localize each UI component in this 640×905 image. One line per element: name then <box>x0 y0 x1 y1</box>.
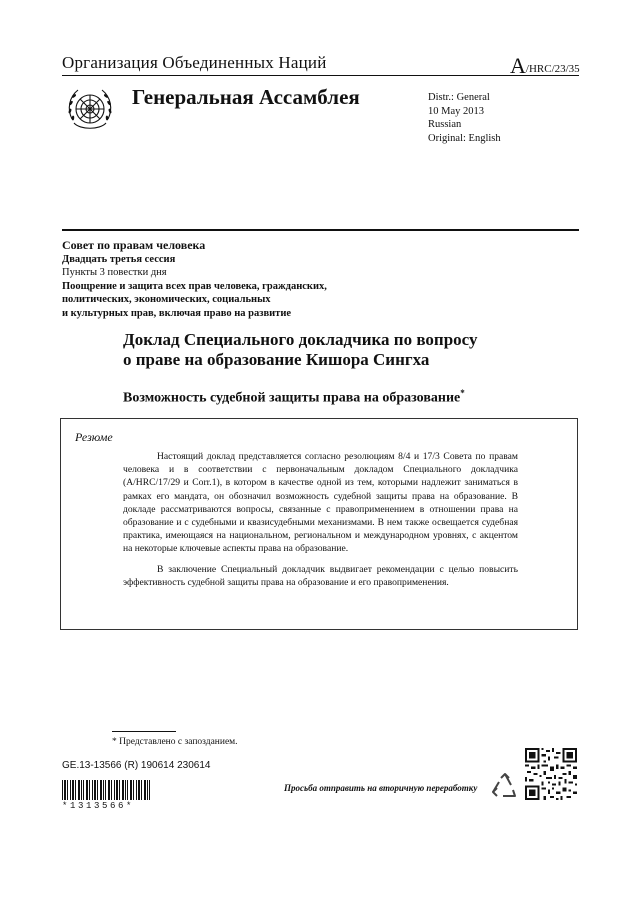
language-line: Russian <box>428 119 462 130</box>
agenda-item: Пункты 3 повестки дня <box>62 267 167 279</box>
session-info <box>62 239 327 321</box>
header-rule <box>62 75 579 76</box>
recycle-icon <box>491 772 519 800</box>
report-subtitle-text: Возможность судебной защиты права на образование <box>123 390 461 406</box>
distribution-block <box>428 91 501 145</box>
summary-text <box>123 450 518 596</box>
general-assembly-title: Генеральная Ассамблея <box>132 85 360 109</box>
footnote-marker: * <box>460 388 465 398</box>
council-name: Совет по правам человека <box>62 238 206 252</box>
header-divider <box>62 229 579 231</box>
summary-paragraph: В заключение Специальный докладчик выдвигает рекомендации с целью повысить эффективность судебной защиты права на образование и его правоприменения. <box>123 563 518 588</box>
footnote: * Представлено с запозданием. <box>112 737 238 747</box>
agenda-title-line: политических, экономических, социальных <box>62 294 271 306</box>
session-name: Двадцать третья сессия <box>62 253 176 265</box>
report-subtitle <box>123 388 465 407</box>
recycle-notice: Просьба отправить на вторичную переработку <box>284 783 478 793</box>
summary-paragraph: Настоящий доклад представляется согласно резолюциям 8/4 и 17/3 Совета по правам человека и в соответствии с первоначальным докладом Специального докладчика (A/HRC/17/29 и Corr.1), в котором в качестве одной из тем, которыми надлежит заниматься в рамках его мандата, он обозначил возможность судебной защиты права на образование. В докладе рассматриваются вопросы, связанные с правоприменением в отношении права на образование и с судебными и квазисудебными механизмами. В нем также освещается судебная практика, имеющаяся на национальном, региональном и международном уровнях, с акцентом на некоторые ключевые аспекты права на образование. <box>123 451 518 555</box>
report-title-line: Доклад Специального докладчика по вопросу <box>123 330 478 349</box>
date-line: 10 May 2013 <box>428 105 484 117</box>
original-language-line: Original: English <box>428 132 501 144</box>
report-title <box>123 330 563 370</box>
agenda-title-line: и культурных прав, включая право на развитие <box>62 307 292 319</box>
job-number: GE.13-13566 (R) 190614 230614 <box>62 760 211 771</box>
footnote-separator <box>112 731 176 732</box>
barcode-icon <box>62 780 150 800</box>
summary-label: Резюме <box>75 430 113 444</box>
document-symbol-letter: A <box>510 53 526 78</box>
agenda-title-line: Поощрение и защита всех прав человека, гражданских, <box>62 280 327 292</box>
report-title-line: о праве на образование Кишора Сингха <box>123 350 430 369</box>
document-symbol-number: /HRC/23/35 <box>525 63 580 75</box>
organization-name: Организация Объединенных Наций <box>62 53 327 72</box>
distribution-line: Distr.: General <box>428 92 490 103</box>
barcode-number: *1313566* <box>62 801 135 811</box>
qr-code-icon <box>525 748 577 800</box>
un-emblem-icon <box>64 83 116 135</box>
